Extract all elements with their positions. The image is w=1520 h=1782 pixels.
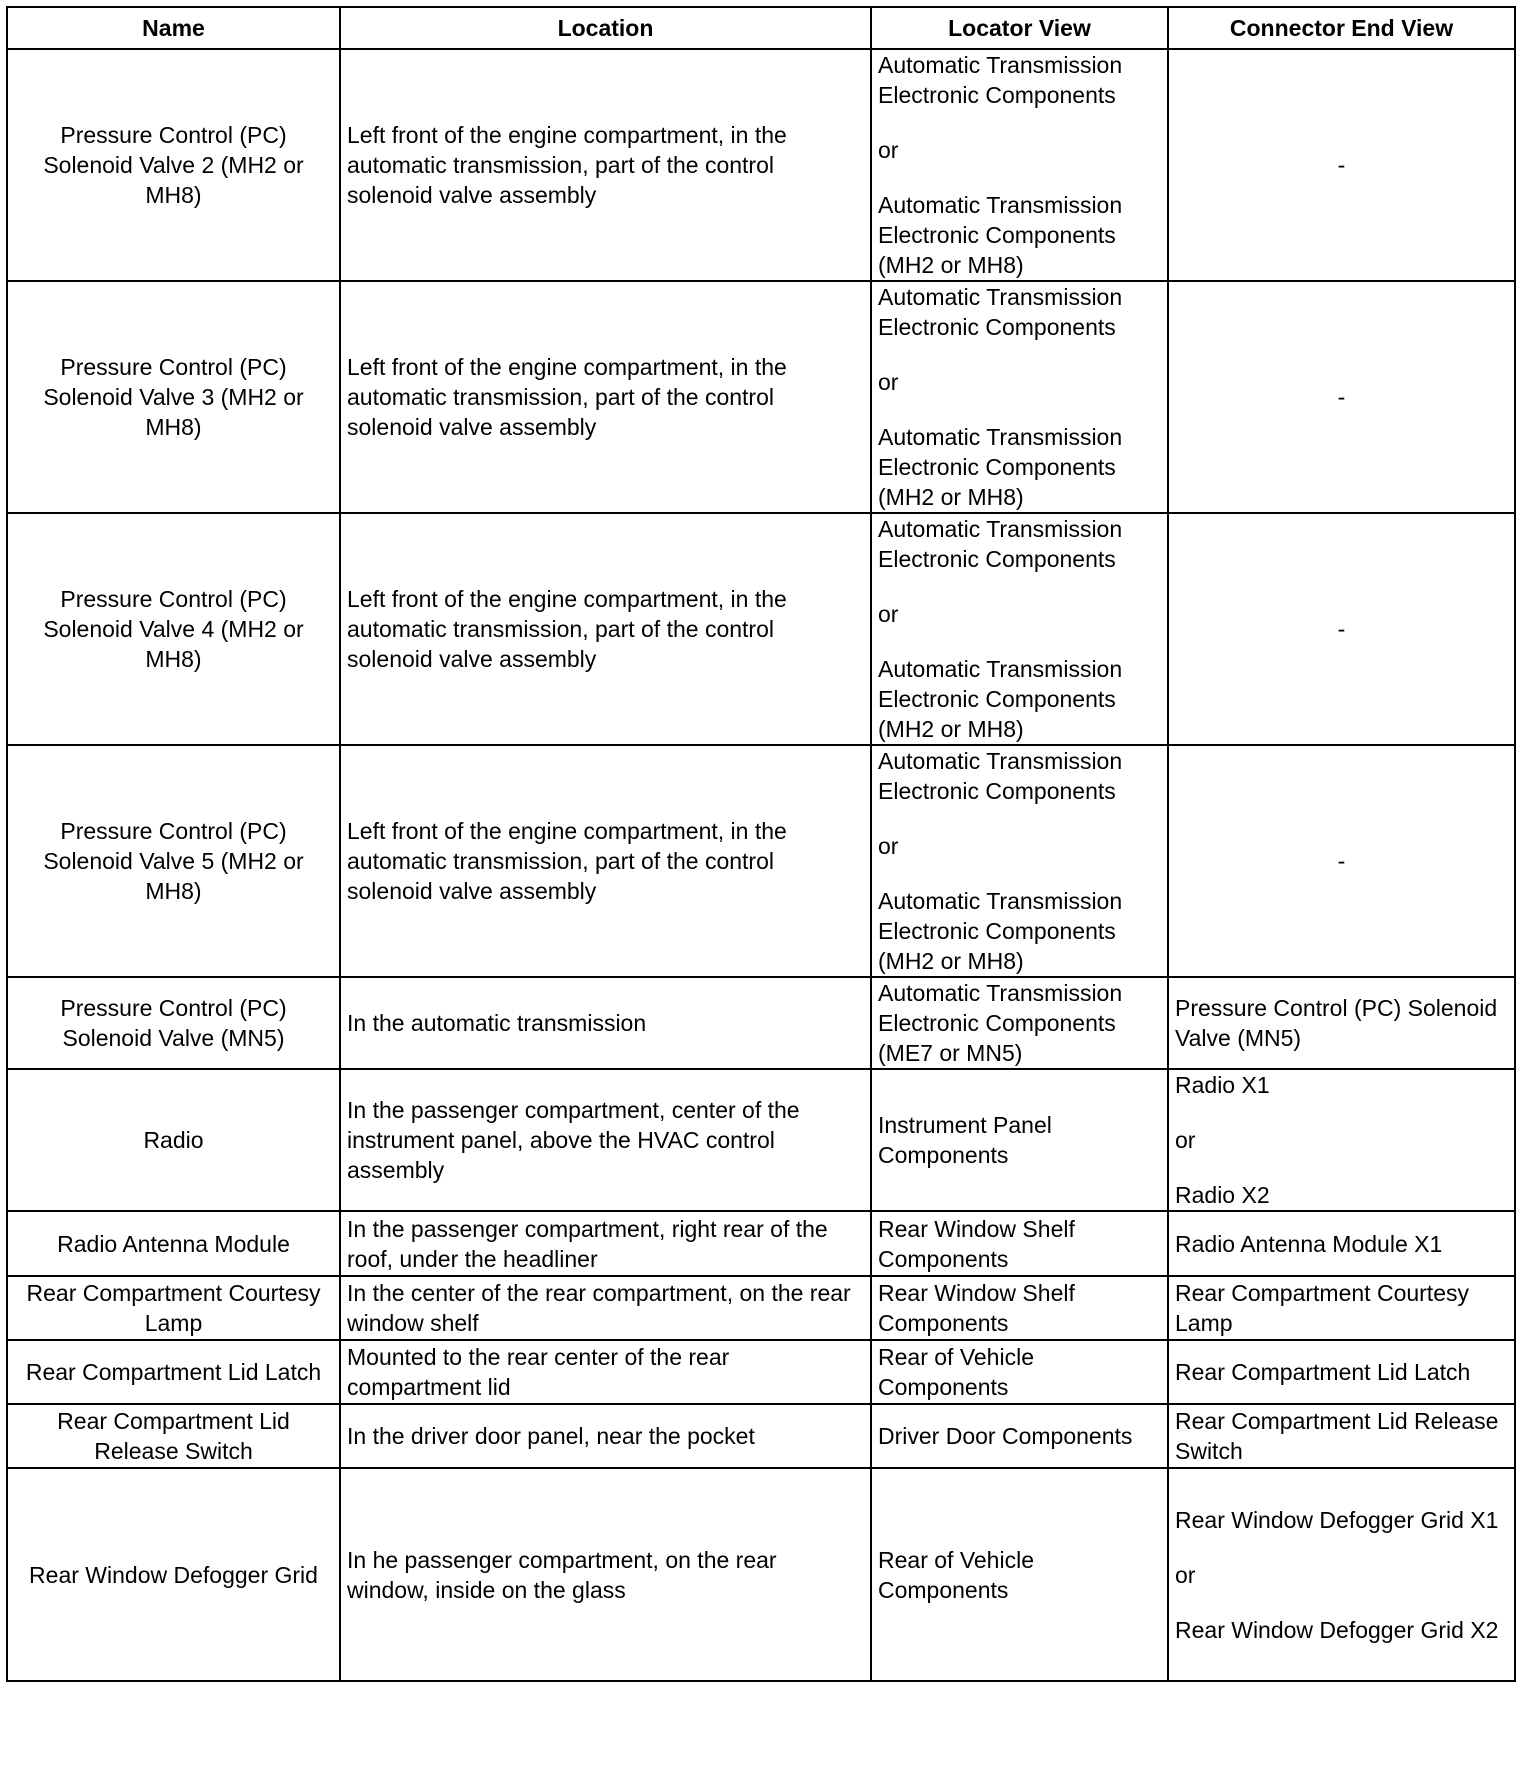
cell-location: In he passenger compartment, on the rear window, inside on the glass (340, 1468, 871, 1681)
cell-name: Rear Compartment Courtesy Lamp (7, 1276, 340, 1340)
locator-link[interactable]: Rear of Vehicle Components (878, 1546, 1034, 1603)
cell-location: In the center of the rear compartment, on the rear window shelf (340, 1276, 871, 1340)
connector-link[interactable]: Rear Window Defogger Grid X1 (1175, 1506, 1499, 1533)
table-row (7, 745, 1515, 977)
cell-connector-end-view: - (1168, 745, 1515, 977)
locator-link[interactable]: Automatic Transmission Electronic Components (878, 52, 1123, 108)
cell-locator-view (871, 1340, 1168, 1404)
connector-link[interactable]: Rear Window Defogger Grid X2 (1175, 1616, 1499, 1643)
cell-location: Left front of the engine compartment, in the automatic transmission, part of the control solenoid valve assembly (340, 745, 871, 977)
table-row (7, 513, 1515, 745)
cell-locator-view (871, 513, 1168, 745)
locator-link[interactable]: Automatic Transmission Electronic Components (878, 748, 1123, 804)
cell-location: Left front of the engine compartment, in the automatic transmission, part of the control solenoid valve assembly (340, 49, 871, 281)
table-row (7, 1468, 1515, 1681)
header-locator-view: Locator View (871, 7, 1168, 49)
table-row (7, 977, 1515, 1069)
cell-connector-end-view (1168, 1340, 1515, 1404)
table-row (7, 1404, 1515, 1468)
locator-link[interactable]: Driver Door Components (878, 1423, 1133, 1449)
cell-name: Pressure Control (PC) Solenoid Valve 2 (MH2 or MH8) (7, 49, 340, 281)
connector-link[interactable]: Rear Compartment Lid Release Switch (1175, 1408, 1499, 1464)
locator-link[interactable]: Automatic Transmission Electronic Components (878, 516, 1123, 572)
cell-name: Rear Compartment Lid Release Switch (7, 1404, 340, 1468)
locator-link[interactable]: Automatic Transmission Electronic Components (MH2 or MH8) (878, 424, 1123, 510)
cell-location: Mounted to the rear center of the rear compartment lid (340, 1340, 871, 1404)
locator-or: or (878, 369, 899, 395)
locator-or: or (878, 833, 899, 859)
component-locator-table (6, 6, 1516, 1682)
cell-connector-end-view (1168, 977, 1515, 1069)
header-connector-end-view: Connector End View (1168, 7, 1515, 49)
table-row (7, 281, 1515, 513)
locator-link[interactable]: Automatic Transmission Electronic Components (MH2 or MH8) (878, 192, 1123, 278)
cell-locator-view (871, 1468, 1168, 1681)
cell-connector-end-view: - (1168, 513, 1515, 745)
table-row (7, 49, 1515, 281)
cell-connector-end-view (1168, 1404, 1515, 1468)
cell-name: Rear Compartment Lid Latch (7, 1340, 340, 1404)
table-row (7, 1340, 1515, 1404)
table-row (7, 1211, 1515, 1276)
cell-name: Radio Antenna Module (7, 1211, 340, 1276)
table-row (7, 1276, 1515, 1340)
locator-link[interactable]: Rear Window Shelf Components (878, 1280, 1075, 1336)
locator-link[interactable]: Automatic Transmission Electronic Components (MH2 or MH8) (878, 888, 1123, 974)
cell-locator-view (871, 281, 1168, 513)
cell-location: Left front of the engine compartment, in the automatic transmission, part of the control solenoid valve assembly (340, 513, 871, 745)
cell-name: Pressure Control (PC) Solenoid Valve 5 (MH2 or MH8) (7, 745, 340, 977)
table-row (7, 1069, 1515, 1211)
cell-location: In the passenger compartment, center of the instrument panel, above the HVAC control assembly (340, 1069, 871, 1211)
connector-link[interactable]: Radio X2 (1175, 1182, 1270, 1208)
cell-name: Pressure Control (PC) Solenoid Valve 4 (MH2 or MH8) (7, 513, 340, 745)
cell-location: Left front of the engine compartment, in the automatic transmission, part of the control solenoid valve assembly (340, 281, 871, 513)
locator-or: or (878, 137, 899, 163)
header-location: Location (340, 7, 871, 49)
cell-connector-end-view (1168, 1211, 1515, 1276)
connector-or: or (1175, 1127, 1196, 1153)
connector-link[interactable]: Radio Antenna Module X1 (1175, 1230, 1443, 1257)
connector-link[interactable]: Pressure Control (PC) Solenoid Valve (MN5) (1175, 995, 1498, 1051)
cell-locator-view (871, 1404, 1168, 1468)
cell-locator-view (871, 49, 1168, 281)
cell-name: Pressure Control (PC) Solenoid Valve 3 (MH2 or MH8) (7, 281, 340, 513)
cell-connector-end-view: - (1168, 281, 1515, 513)
cell-locator-view (871, 977, 1168, 1069)
connector-link[interactable]: Radio X1 (1175, 1072, 1270, 1098)
header-row (7, 7, 1515, 49)
cell-name: Rear Window Defogger Grid (7, 1468, 340, 1681)
locator-link[interactable]: Automatic Transmission Electronic Components (ME7 or MN5) (878, 980, 1123, 1066)
cell-locator-view (871, 745, 1168, 977)
connector-link[interactable]: Rear Compartment Courtesy Lamp (1175, 1280, 1469, 1336)
cell-connector-end-view (1168, 1069, 1515, 1211)
cell-location: In the automatic transmission (340, 977, 871, 1069)
cell-locator-view (871, 1211, 1168, 1276)
locator-or: or (878, 601, 899, 627)
cell-locator-view (871, 1276, 1168, 1340)
locator-link[interactable]: Instrument Panel Components (878, 1112, 1052, 1168)
cell-locator-view (871, 1069, 1168, 1211)
locator-link[interactable]: Automatic Transmission Electronic Components (878, 284, 1123, 340)
locator-link[interactable]: Rear of Vehicle Components (878, 1344, 1034, 1400)
connector-link[interactable]: Rear Compartment Lid Latch (1175, 1359, 1471, 1385)
cell-connector-end-view (1168, 1276, 1515, 1340)
cell-connector-end-view: - (1168, 49, 1515, 281)
cell-name: Pressure Control (PC) Solenoid Valve (MN5) (7, 977, 340, 1069)
locator-link[interactable]: Rear Window Shelf Components (878, 1215, 1075, 1272)
component-locator-table-wrapper (6, 6, 1514, 1682)
cell-location: In the driver door panel, near the pocket (340, 1404, 871, 1468)
connector-or: or (1175, 1561, 1196, 1588)
header-name: Name (7, 7, 340, 49)
cell-name: Radio (7, 1069, 340, 1211)
cell-connector-end-view (1168, 1468, 1515, 1681)
locator-link[interactable]: Automatic Transmission Electronic Components (MH2 or MH8) (878, 656, 1123, 742)
cell-location: In the passenger compartment, right rear of the roof, under the headliner (340, 1211, 871, 1276)
